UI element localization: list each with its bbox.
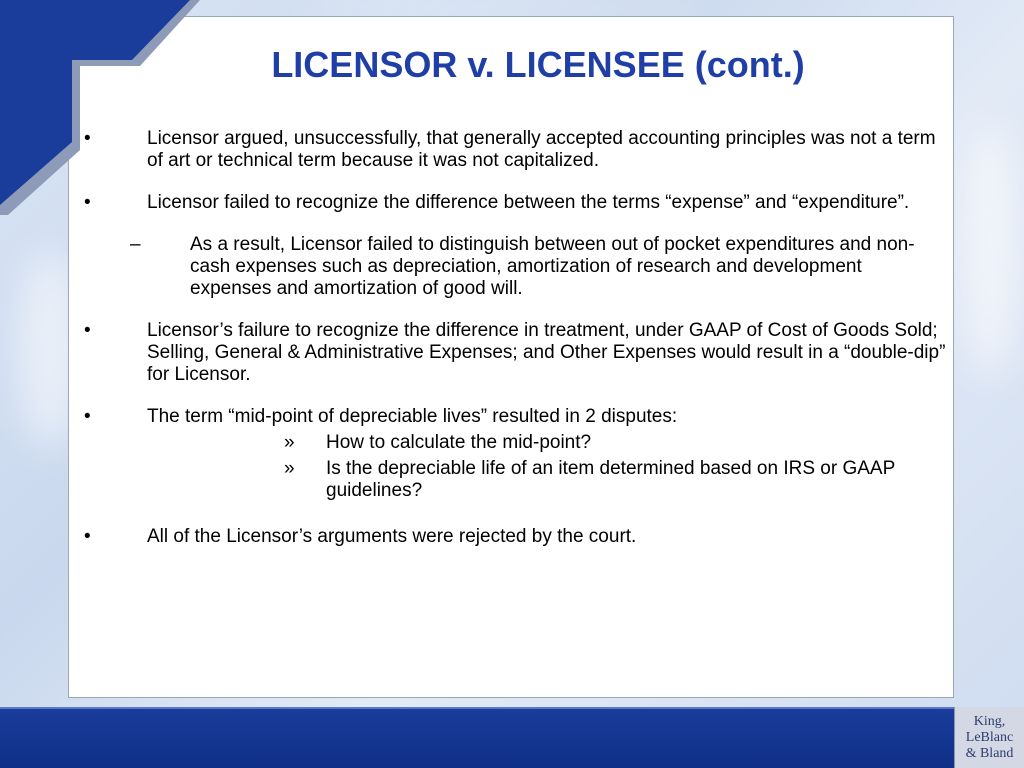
slide-title: LICENSOR v. LICENSEE (cont.) <box>271 44 805 85</box>
bullet-text: How to calculate the mid-point? <box>326 432 592 453</box>
bullet-text: As a result, Licensor failed to distinguish between out of pocket expenditures and non-cash expenses such as depreciation, amortization of research and development expenses and amortization of good will. <box>190 234 915 299</box>
sub-sub-bullet-item <box>76 432 946 454</box>
bullet-text: All of the Licensor’s arguments were rejected by the court. <box>147 526 637 547</box>
sub-bullet-item <box>76 234 946 300</box>
bullet-marker: • <box>84 406 91 427</box>
bullet-marker: • <box>84 320 91 341</box>
bullet-list <box>76 128 946 568</box>
bullet-item <box>76 406 946 428</box>
bullet-marker: • <box>84 526 91 547</box>
guillemet-marker: » <box>284 458 295 479</box>
bullet-marker: • <box>84 192 91 213</box>
logo-line: King, <box>973 714 1006 729</box>
dash-marker: – <box>130 234 141 255</box>
bullet-item <box>76 192 946 214</box>
logo-line: & Bland <box>965 746 1014 761</box>
background-cloud <box>960 120 1020 380</box>
bullet-text: Licensor failed to recognize the difference between the terms “expense” and “expenditure”. <box>147 192 910 213</box>
sub-sub-bullet-item <box>76 458 946 502</box>
bullet-text: Licensor argued, unsuccessfully, that generally accepted accounting principles was not a term of art or technical term because it was not capitalized. <box>147 128 936 171</box>
bullet-text: Licensor’s failure to recognize the difference in treatment, under GAAP of Cost of Goods Sold; Selling, General & Administrative Expenses; and Other Expenses would result in a “double-dip” for Licensor. <box>147 320 946 385</box>
firm-logo <box>954 707 1024 768</box>
footer-bar <box>0 707 1024 768</box>
logo-line: LeBlanc <box>965 730 1014 745</box>
bullet-text: Is the depreciable life of an item determined based on IRS or GAAP guidelines? <box>326 458 895 501</box>
bullet-item <box>76 320 946 386</box>
bullet-text: The term “mid-point of depreciable lives” resulted in 2 disputes: <box>147 406 678 427</box>
bullet-marker: • <box>84 128 91 149</box>
bullet-item <box>76 128 946 172</box>
guillemet-marker: » <box>284 432 295 453</box>
bullet-item <box>76 526 946 548</box>
